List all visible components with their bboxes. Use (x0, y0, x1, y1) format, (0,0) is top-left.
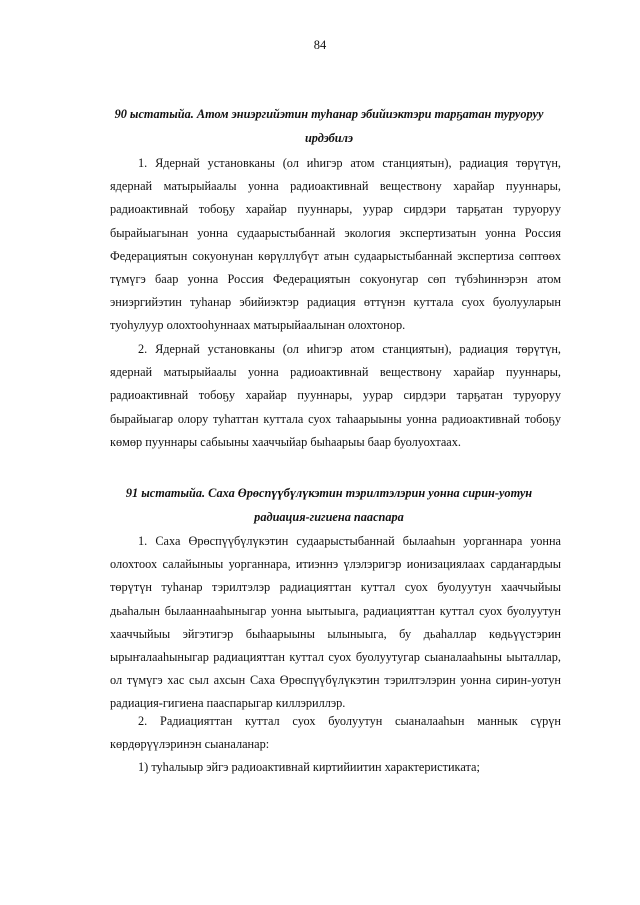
section-91-heading: 91 ыстатыйа. Саха Өрөспүүбүлүкэтин тэрилтэлэрин уонна сирин-уотун радиация-гигиена пааспара (125, 486, 533, 524)
section-90-paragraph-1: 1. Ядернай установканы (ол иһигэр атом станциятын), радиация төрүтүн, ядернай матырыйаалы уонна радиоактивнай веществону харайар пууннары, радиоактивнай тобоҕу харайар пууннары, уурар сирдэри тарҕатан туруоруу бырайыагынан уонна судаарыстыбаннай экология экспертизатын уонна Россия Федерациятын сокуонунан көрүллүбүт атын судаарыстыбаннай экспертиза сөптөөх түмүгэ баар уонна Россия Федерациятын сокуонугар сөп түбэһиннэрэн атом эниэргийэтин туһанар эбийиэктэр радиация өттүнэн куттала суох буолууларын туоһулуур олохтооһуннаах матырыйаалынан олохтонор. (110, 156, 561, 333)
section-91-paragraph-2: 2. Радиацияттан куттал суох буолуутун сыаналааһын маннык сүрүн көрдөрүүлэринэн сыаналанар: (110, 714, 561, 752)
section-90-heading: 90 ыстатыйа. Атом эниэргийэтин туһанар эбийиэктэри тарҕатан туруоруу ирдэбилэ (114, 107, 544, 145)
section-91-list-item-1: 1) туһалыыр эйгэ радиоактивнай киртийиитин характеристиката; (138, 760, 480, 774)
page-number: 84 (313, 38, 327, 52)
section-90-paragraph-2: 2. Ядернай установканы (ол иһигэр атом станциятын), радиация төрүтүн, ядернай матырыйаалы уонна радиоактивнай веществону харайар пууннары, радиоактивнай тобоҕу харайар пууннары, уурар сирдэри тарҕатан туруоруу бырайыагар олору туһаттан куттала суох таһаарыыны уонна радиоактивнай тобоҕу көмөр пууннары сабыыны хааччыйар быһаарыы баар буолуохтаах. (110, 342, 561, 449)
section-91-paragraph-1: 1. Саха Өрөспүүбүлүкэтин судаарыстыбаннай былааһын уорганнара уонна олохтоох салайыныы уорганнара, итиэннэ үлэлэригэр ионизациялаах сардаҥардыы төрүтүн туһанар тэрилтэлэр радиацияттан куттал суох буолуутун хааччыйыы дьаһалын былааннааһыныгар уонна ыытыыга, радиацияттан куттал суох буолуутун хааччыйыы эйгэтигэр быһаарыыны ылыныыга, бу дьаһаллар көдьүүстэрин ырыҥалааһыныгар радиацияттан куттал суох буолуутугар сыаналааһыны ыыталлар, ол түмүгэ хас сыл ахсын Саха Өрөспүүбүлүкэтин тэрилтэлэрин уонна сирин-уотун радиация-гигиена пааспарыгар киллэриллэр. (110, 534, 561, 711)
